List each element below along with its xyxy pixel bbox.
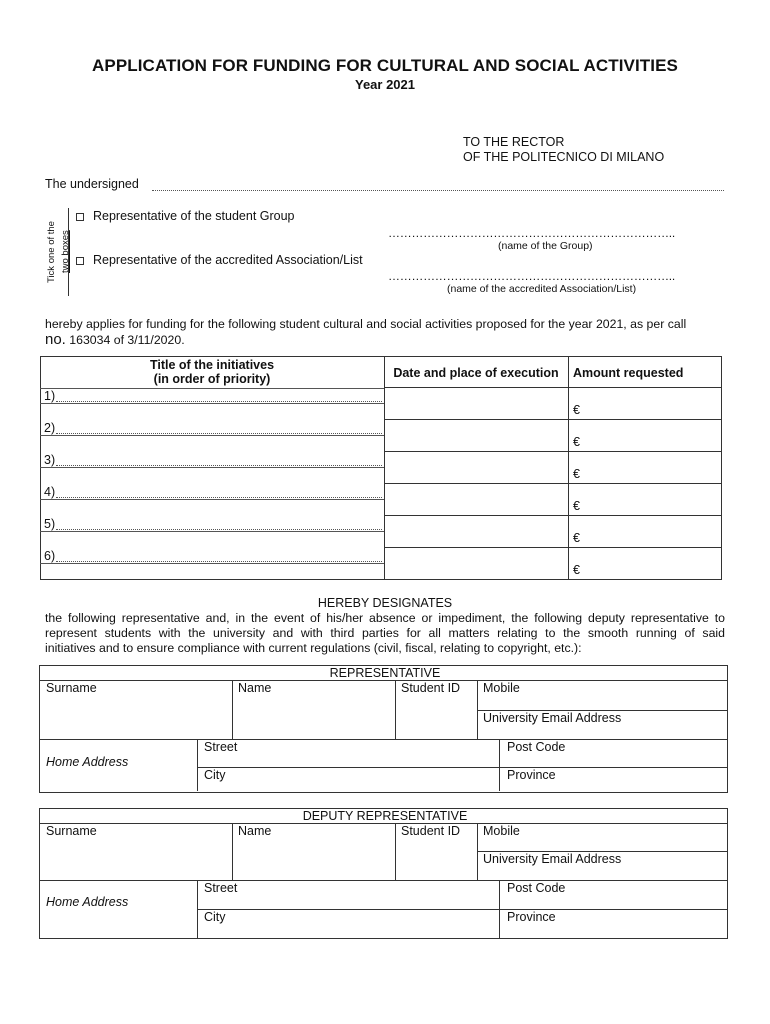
initiative-title-field[interactable] xyxy=(56,497,382,498)
table-divider xyxy=(232,823,233,880)
deputy-mobile-field[interactable]: Mobile xyxy=(483,824,520,838)
initiative-title-field[interactable] xyxy=(56,401,382,402)
table-divider xyxy=(197,767,727,768)
initiative-title-field[interactable] xyxy=(56,529,382,530)
email-field[interactable]: University Email Address xyxy=(483,711,622,725)
initiative-title-field[interactable] xyxy=(56,433,382,434)
deputy-table xyxy=(39,808,728,939)
representative-table xyxy=(39,665,728,793)
tick-bracket xyxy=(68,208,69,296)
amount-field[interactable]: € xyxy=(573,403,580,417)
date-place-field[interactable] xyxy=(386,548,566,578)
applies-text-line-1: hereby applies for funding for the following student cultural and social activities proposed for the year 2021, as per call xyxy=(45,317,687,331)
date-place-field[interactable] xyxy=(386,388,566,418)
home-address-label: Home Address xyxy=(46,755,129,769)
post-code-field[interactable]: Post Code xyxy=(507,740,566,754)
initiative-number: 6) xyxy=(44,549,56,563)
amount-field[interactable]: € xyxy=(573,563,580,577)
initiative-title-field[interactable] xyxy=(56,561,382,562)
addressee-line-2: OF THE POLITECNICO DI MILANO xyxy=(463,150,665,164)
table-divider xyxy=(499,739,500,791)
applies-text-line-2 xyxy=(45,331,185,348)
deputy-post-code-field[interactable]: Post Code xyxy=(507,881,566,895)
group-name-field[interactable]: ……………………………………………………………….. xyxy=(388,226,675,240)
table-divider xyxy=(40,403,384,404)
col-title-header xyxy=(40,358,384,386)
street-field[interactable]: Street xyxy=(204,740,238,754)
table-divider xyxy=(232,680,233,739)
table-divider xyxy=(40,467,384,468)
option-student-group[interactable] xyxy=(76,209,295,223)
deputy-email-field[interactable]: University Email Address xyxy=(483,852,622,866)
undersigned-label: The undersigned xyxy=(45,177,139,191)
checkbox-icon[interactable] xyxy=(76,213,84,221)
option-student-group-label: Representative of the student Group xyxy=(93,209,295,223)
student-id-field[interactable]: Student ID xyxy=(401,681,461,695)
table-divider xyxy=(39,680,727,681)
date-place-field[interactable] xyxy=(386,452,566,482)
designates-line-3: initiatives and to ensure compliance with current regulations (civil, fiscal, relating to copyright, etc.): xyxy=(45,641,582,655)
page-title: APPLICATION FOR FUNDING FOR CULTURAL AND SOCIAL ACTIVITIES xyxy=(92,56,678,75)
call-ref: 163034 of 3/11/2020. xyxy=(65,333,185,347)
date-place-field[interactable] xyxy=(386,420,566,450)
table-divider xyxy=(40,531,384,532)
year-label: Year 2021 xyxy=(354,77,415,92)
name-field[interactable]: Name xyxy=(238,681,272,695)
tick-note-line-1: Tick one of the xyxy=(46,221,57,283)
undersigned-field[interactable] xyxy=(152,190,724,191)
deputy-heading: DEPUTY REPRESENTATIVE xyxy=(302,809,468,823)
col-date-header: Date and place of execution xyxy=(393,366,559,380)
date-place-field[interactable] xyxy=(386,484,566,514)
initiative-title-field[interactable] xyxy=(56,465,382,466)
table-divider xyxy=(39,823,727,824)
col-title-header-line-2: (in order of priority) xyxy=(153,372,271,386)
table-divider xyxy=(40,499,384,500)
col-title-header-line-1: Title of the initiatives xyxy=(149,358,275,372)
initiative-number: 3) xyxy=(44,453,56,467)
designates-line-1: the following representative and, in the event of his/her absence or impediment, the following deputy representative to xyxy=(45,611,725,625)
table-divider xyxy=(40,435,384,436)
deputy-street-field[interactable]: Street xyxy=(204,881,238,895)
col-amount-header: Amount requested xyxy=(573,366,684,380)
deputy-student-id-field[interactable]: Student ID xyxy=(401,824,461,838)
table-divider xyxy=(39,880,727,881)
addressee-line-1: TO THE RECTOR xyxy=(463,135,565,149)
checkbox-icon[interactable] xyxy=(76,257,84,265)
group-name-caption: (name of the Group) xyxy=(498,240,593,252)
amount-field[interactable]: € xyxy=(573,435,580,449)
table-divider xyxy=(197,909,727,910)
table-divider xyxy=(40,388,384,389)
amount-field[interactable]: € xyxy=(573,499,580,513)
deputy-home-address-label: Home Address xyxy=(46,895,129,909)
association-name-field[interactable]: ……………………………………………………………….. xyxy=(388,269,675,283)
initiative-number: 1) xyxy=(44,389,56,403)
date-place-field[interactable] xyxy=(386,516,566,546)
city-field[interactable]: City xyxy=(204,768,226,782)
table-divider xyxy=(40,563,384,564)
table-divider xyxy=(395,680,396,739)
table-divider xyxy=(39,739,727,740)
tick-note-line-2: two boxes xyxy=(60,230,71,273)
designates-line-2: represent students with the university and with third parties for all matters relating to the smooth running of said xyxy=(45,626,725,640)
province-field[interactable]: Province xyxy=(507,768,556,782)
deputy-surname-field[interactable]: Surname xyxy=(46,824,97,838)
association-name-caption: (name of the accredited Association/List) xyxy=(447,283,637,295)
amount-field[interactable]: € xyxy=(573,467,580,481)
designates-heading: HEREBY DESIGNATES xyxy=(317,596,453,610)
deputy-city-field[interactable]: City xyxy=(204,910,226,924)
deputy-name-field[interactable]: Name xyxy=(238,824,272,838)
table-divider xyxy=(395,823,396,880)
option-association-label: Representative of the accredited Association/List xyxy=(93,253,363,267)
table-divider xyxy=(384,356,385,579)
surname-field[interactable]: Surname xyxy=(46,681,97,695)
initiative-number: 2) xyxy=(44,421,56,435)
designates-text xyxy=(45,611,725,656)
call-no-label: no. xyxy=(45,331,66,348)
table-divider xyxy=(568,356,569,579)
table-divider xyxy=(197,739,198,791)
initiative-number: 5) xyxy=(44,517,56,531)
initiative-number: 4) xyxy=(44,485,56,499)
option-association[interactable] xyxy=(76,253,363,267)
representative-heading: REPRESENTATIVE xyxy=(329,666,441,680)
amount-field[interactable]: € xyxy=(573,531,580,545)
mobile-field[interactable]: Mobile xyxy=(483,681,520,695)
deputy-province-field[interactable]: Province xyxy=(507,910,556,924)
